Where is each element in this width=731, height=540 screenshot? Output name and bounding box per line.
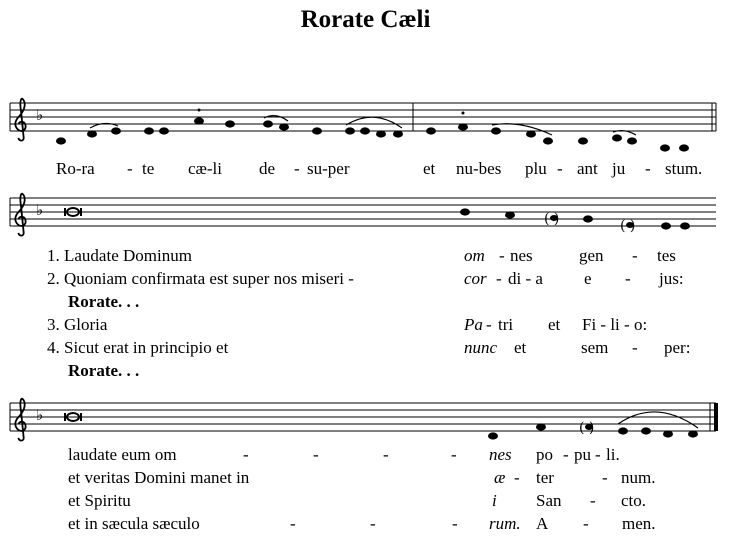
verse-4-syllable: et bbox=[514, 338, 527, 357]
hyphen: - bbox=[370, 514, 376, 533]
staff-3 bbox=[10, 403, 716, 431]
treble-clef-icon bbox=[15, 193, 25, 235]
verse-1-syllable: om bbox=[464, 246, 485, 265]
verse-2-syllable: æ bbox=[494, 468, 506, 487]
verse-2-syllable: num. bbox=[621, 468, 656, 487]
verse-3-syllable: cto. bbox=[621, 491, 647, 510]
syllable: - bbox=[294, 159, 300, 178]
verse-1-syllable: - bbox=[632, 246, 638, 265]
verse-1-syllable: - bbox=[563, 445, 569, 464]
verse-3-syllable: - bbox=[486, 315, 492, 334]
treble-clef-icon bbox=[15, 398, 25, 440]
verse-1-syllable: - bbox=[499, 246, 505, 265]
verse-1-syllable: po bbox=[536, 445, 553, 464]
verse-1-syllable: nes bbox=[489, 445, 512, 464]
svg-text:( ): ( ) bbox=[544, 211, 560, 227]
svg-text:( ): ( ) bbox=[620, 218, 636, 234]
verse-3-syllable: et bbox=[548, 315, 561, 334]
treble-clef-icon bbox=[15, 98, 25, 140]
syllable: plu bbox=[525, 159, 547, 178]
syllable: ant bbox=[577, 159, 598, 178]
syllable: ju bbox=[612, 159, 626, 178]
verse-4-intro: 4. Sicut erat in principio et bbox=[47, 338, 229, 357]
verse-2-syllable: di - a bbox=[508, 269, 543, 288]
verse-1-syllable: pu bbox=[574, 445, 591, 464]
verse-3-syllable: Fi - li - o: bbox=[582, 315, 648, 334]
verse-2-syllable: - bbox=[602, 468, 608, 487]
verse-3-intro: 3. Gloria bbox=[47, 315, 108, 334]
verse-1-ending: laudate eum om bbox=[68, 445, 177, 464]
hyphen: - bbox=[383, 445, 389, 464]
verse-2-intro: 2. Quoniam confirmata est super nos miseri - bbox=[47, 269, 354, 288]
verse-2-syllable: cor bbox=[464, 269, 487, 288]
verse-1-syllable: li. bbox=[606, 445, 620, 464]
verse-1-syllable: gen bbox=[579, 246, 604, 265]
syllable: - bbox=[127, 159, 133, 178]
svg-text:( ): ( ) bbox=[579, 420, 595, 436]
syllable: stum. bbox=[665, 159, 703, 178]
verse-4-syllable: - bbox=[632, 338, 638, 357]
verse-4-syllable: A bbox=[536, 514, 549, 533]
verse-3-syllable: i bbox=[492, 491, 497, 510]
verse-2-syllable: - bbox=[514, 468, 520, 487]
syllable: te bbox=[142, 159, 155, 178]
notes-system-3 bbox=[64, 412, 698, 440]
verse-1-syllable: nes bbox=[510, 246, 533, 265]
staff-1 bbox=[10, 103, 716, 131]
verse-3-syllable: Pa bbox=[464, 315, 483, 334]
verse-4-syllable: sem bbox=[581, 338, 609, 357]
final-barline bbox=[714, 403, 718, 431]
score-title: Rorate Cæli bbox=[300, 6, 431, 33]
verse-2-syllable: e bbox=[584, 269, 592, 288]
verse-3-syllable: San bbox=[536, 491, 562, 510]
syllable: su-per bbox=[307, 159, 350, 178]
verse-3-syllable: tri bbox=[498, 315, 514, 334]
verse-3-ending: et Spiritu bbox=[68, 491, 131, 510]
syllable: et bbox=[423, 159, 436, 178]
verse-2-syllable: - bbox=[496, 269, 502, 288]
refrain-cue: Rorate. . . bbox=[68, 361, 140, 380]
notes-system-1 bbox=[56, 109, 689, 152]
flat-icon: ♭ bbox=[36, 106, 44, 124]
verse-2-syllable: jus: bbox=[659, 269, 684, 288]
verse-1-syllable: tes bbox=[657, 246, 676, 265]
hyphen: - bbox=[313, 445, 319, 464]
verse-2-ending: et veritas Domini manet in bbox=[68, 468, 250, 487]
refrain-cue: Rorate. . . bbox=[68, 292, 140, 311]
staff-2 bbox=[10, 198, 716, 226]
verse-1-intro: 1. Laudate Dominum bbox=[47, 246, 192, 265]
syllable: de bbox=[259, 159, 276, 178]
verse-2-syllable: - bbox=[625, 269, 631, 288]
syllable: Ro-ra bbox=[56, 159, 95, 178]
hyphen: - bbox=[452, 514, 458, 533]
hyphen: - bbox=[451, 445, 457, 464]
verse-4-ending: et in sæcula sæculo bbox=[68, 514, 200, 533]
verse-1-syllable: - bbox=[595, 445, 601, 464]
verse-4-syllable: rum. bbox=[489, 514, 521, 533]
syllable: cæ-li bbox=[188, 159, 222, 178]
syllable: - bbox=[645, 159, 651, 178]
syllable: - bbox=[557, 159, 563, 178]
flat-icon: ♭ bbox=[36, 406, 44, 424]
flat-icon: ♭ bbox=[36, 201, 44, 219]
syllable: nu-bes bbox=[456, 159, 502, 178]
verse-4-syllable: nunc bbox=[464, 338, 498, 357]
hyphen: - bbox=[290, 514, 296, 533]
hyphen: - bbox=[243, 445, 249, 464]
verse-4-syllable: per: bbox=[664, 338, 691, 357]
verse-4-syllable: men. bbox=[622, 514, 656, 533]
verse-4-syllable: - bbox=[583, 514, 589, 533]
verse-2-syllable: ter bbox=[536, 468, 554, 487]
verse-3-syllable: - bbox=[590, 491, 596, 510]
